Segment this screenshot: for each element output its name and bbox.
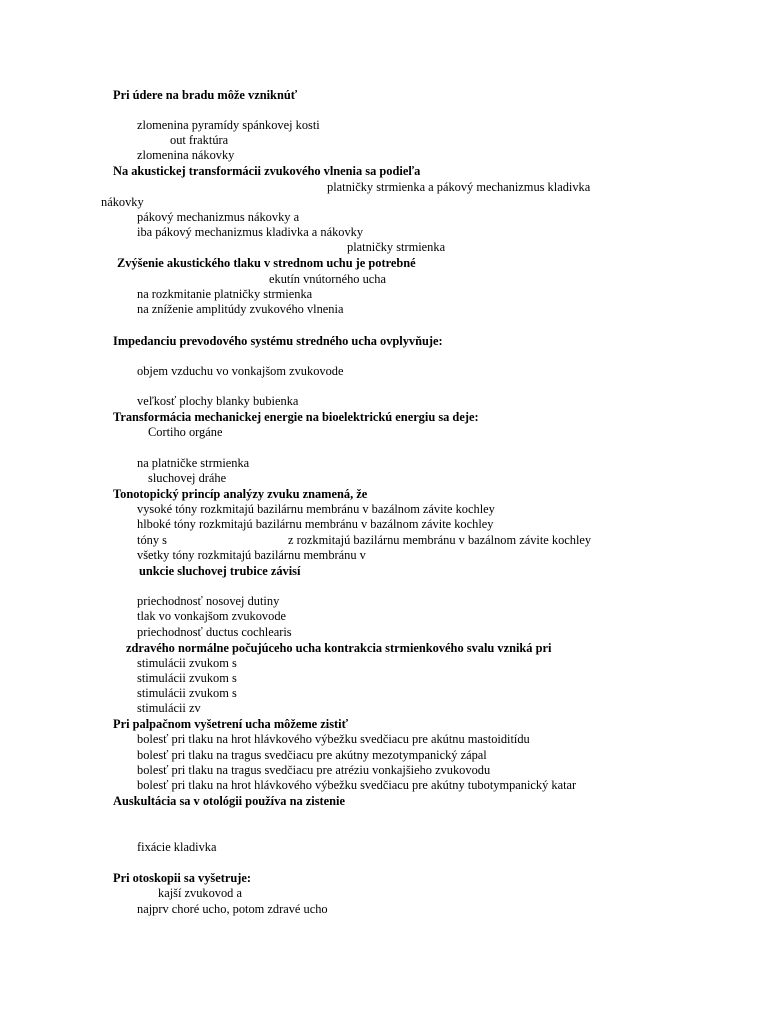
- answer-option: stimulácii zvukom s: [137, 656, 237, 670]
- answer-option: hlboké tóny rozkmitajú bazilárnu membránu v bazálnom závite kochley: [137, 517, 494, 531]
- question-heading: Pri otoskopii sa vyšetruje:: [113, 871, 252, 885]
- answer-option: ekutín vnútorného ucha: [269, 272, 386, 286]
- question-heading: zdravého normálne počujúceho ucha kontrakcia strmienkového svalu vzniká pri: [126, 641, 552, 655]
- question-heading: Auskultácia sa v otológii používa na zistenie: [113, 794, 345, 808]
- answer-option: na rozkmitanie platničky strmienka: [137, 287, 313, 301]
- answer-option: objem vzduchu vo vonkajšom zvukovode: [137, 364, 344, 378]
- answer-option: tóny s: [137, 533, 167, 547]
- answer-option: bolesť pri tlaku na hrot hlávkového výbežku svedčiacu pre akútnu mastoiditídu: [137, 732, 530, 746]
- answer-option: z rozkmitajú bazilárnu membránu v bazálnom závite kochley: [288, 533, 592, 547]
- answer-option: kajší zvukovod a: [158, 886, 242, 900]
- answer-option: zlomenina nákovky: [137, 148, 235, 162]
- answer-option: out fraktúra: [170, 133, 229, 147]
- question-heading: Pri údere na bradu môže vzniknúť: [113, 88, 298, 102]
- answer-option: vysoké tóny rozkmitajú bazilárnu membránu v bazálnom závite kochley: [137, 502, 495, 516]
- question-heading: Transformácia mechanickej energie na bioelektrickú energiu sa deje:: [113, 410, 479, 424]
- answer-option: priechodnosť nosovej dutiny: [137, 594, 280, 608]
- answer-option: Cortiho orgáne: [148, 425, 223, 439]
- answer-option: bolesť pri tlaku na tragus svedčiacu pre akútny mezotympanický zápal: [137, 748, 487, 762]
- answer-option: stimulácii zv: [137, 701, 201, 715]
- answer-option: tlak vo vonkajšom zvukovode: [137, 609, 287, 623]
- answer-option: na zníženie amplitúdy zvukového vlnenia: [137, 302, 344, 316]
- answer-option: platničky strmienka a pákový mechanizmus kladivka: [327, 180, 591, 194]
- answer-option: na platničke strmienka: [137, 456, 250, 470]
- question-heading: Zvýšenie akustického tlaku v strednom uchu je potrebné: [117, 256, 416, 270]
- answer-option: najprv choré ucho, potom zdravé ucho: [137, 902, 328, 916]
- answer-option: priechodnosť ductus cochlearis: [137, 625, 292, 639]
- answer-option: sluchovej dráhe: [148, 471, 227, 485]
- answer-option: pákový mechanizmus nákovky a: [137, 210, 300, 224]
- question-heading: Pri palpačnom vyšetrení ucha môžeme zistiť: [113, 717, 349, 731]
- answer-option: zlomenina pyramídy spánkovej kosti: [137, 118, 320, 132]
- answer-option: iba pákový mechanizmus kladivka a nákovky: [137, 225, 364, 239]
- answer-option: bolesť pri tlaku na tragus svedčiacu pre atréziu vonkajšieho zvukovodu: [137, 763, 491, 777]
- answer-option: nákovky: [101, 195, 144, 209]
- question-heading: Tonotopický princíp analýzy zvuku znamená, že: [113, 487, 368, 501]
- answer-option: stimulácii zvukom s: [137, 671, 237, 685]
- answer-option: bolesť pri tlaku na hrot hlávkového výbežku svedčiacu pre akútny tubotympanický katar: [137, 778, 577, 792]
- question-heading: Na akustickej transformácii zvukového vlnenia sa podieľa: [113, 164, 421, 178]
- answer-option: stimulácii zvukom s: [137, 686, 237, 700]
- answer-option: veľkosť plochy blanky bubienka: [137, 394, 299, 408]
- answer-option: fixácie kladivka: [137, 840, 217, 854]
- question-heading: unkcie sluchovej trubice závisí: [139, 564, 301, 578]
- answer-option: platničky strmienka: [347, 240, 446, 254]
- question-heading: Impedanciu prevodového systému stredného ucha ovplyvňuje:: [113, 334, 443, 348]
- answer-option: všetky tóny rozkmitajú bazilárnu membránu v: [137, 548, 366, 562]
